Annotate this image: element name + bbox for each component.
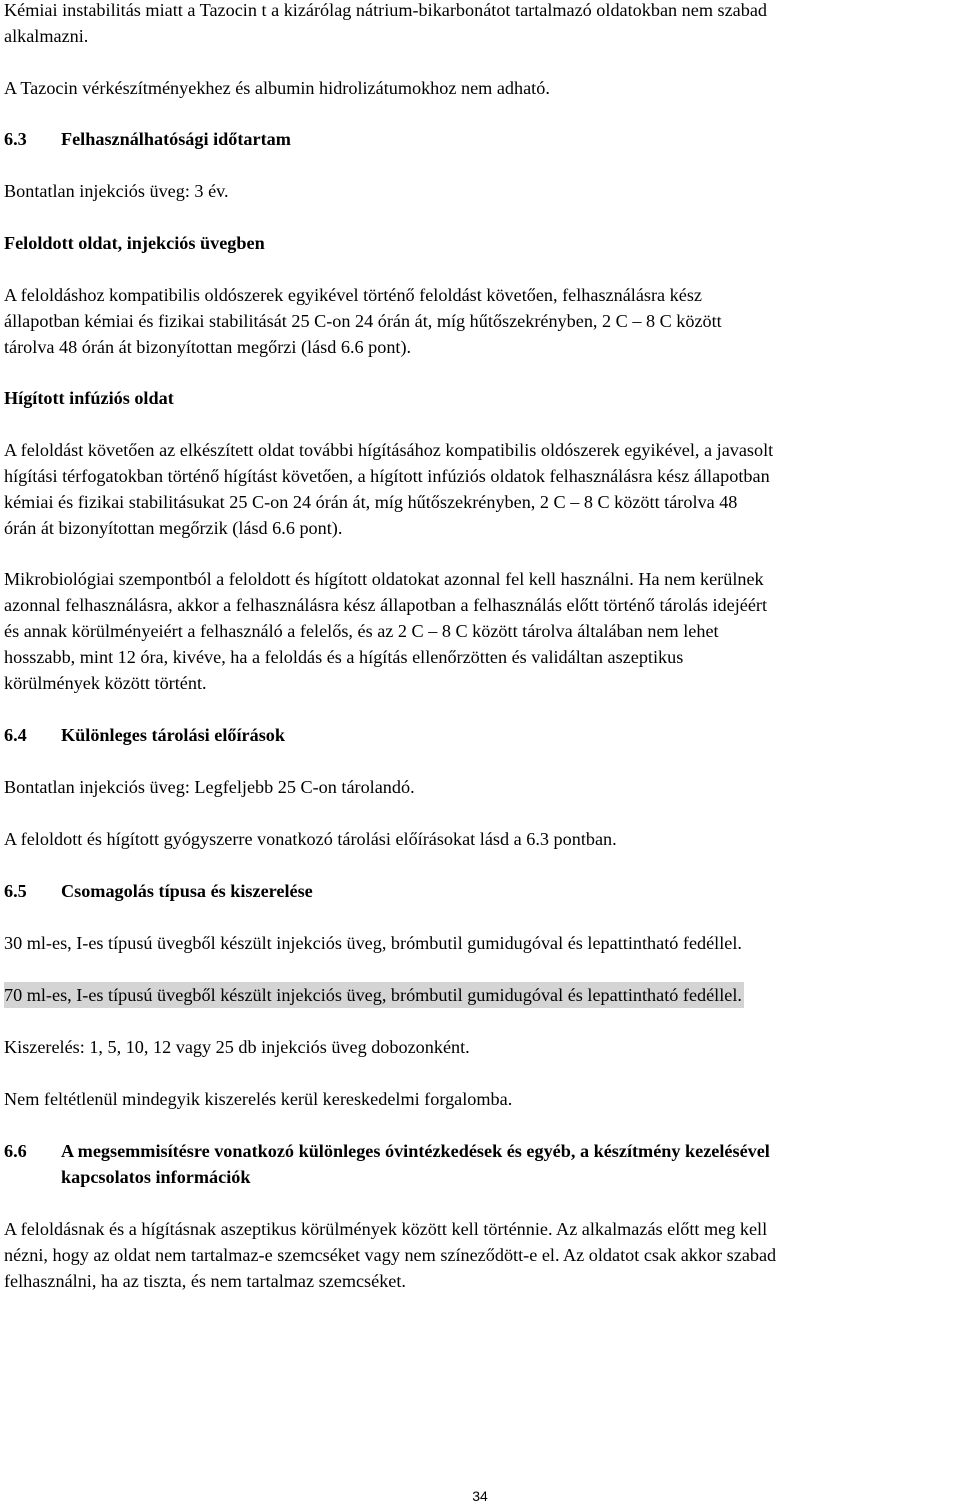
paragraph-blood-products [4, 75, 958, 101]
paragraph-storage-reference [4, 826, 958, 852]
section-number: 6.6 [4, 1141, 27, 1161]
section-number: 6.4 [4, 725, 27, 745]
text-line: A Tazocin vérkészítményekhez és albumin hidrolizátumokhoz nem adható. [4, 78, 550, 98]
paragraph-unopened-vial [4, 178, 958, 204]
text-line: 30 ml-es, I-es típusú üvegből készült injekciós üveg, brómbutil gumidugóval és lepattintható fedéllel. [4, 933, 742, 953]
highlighted-text: 70 ml-es, I-es típusú üvegből készült injekciós üveg, brómbutil gumidugóval és lepattintható fedéllel. [4, 982, 744, 1008]
text-line [4, 982, 958, 1008]
text-line: Kiszerelés: 1, 5, 10, 12 vagy 25 db injekciós üveg dobozonként. [4, 1037, 470, 1057]
text-line: körülmények között történt. [4, 673, 207, 693]
paragraph-pack-70ml [4, 982, 958, 1008]
text-line: és annak körülményeiért a felhasználó a felelős, és az 2 C – 8 C között tárolva általában nem lehet [4, 621, 719, 641]
text-line: állapotban kémiai és fizikai stabilitását 25 C-on 24 órán át, míg hűtőszekrényben, 2 C – 8 C között [4, 311, 722, 331]
section-title-line: kapcsolatos információk [61, 1167, 251, 1187]
paragraph-pack-sizes [4, 1034, 958, 1060]
text-line: hígítási térfogatokban történő hígítást követően, a hígított infúziós oldatok felhasználásra kész állapotban [4, 466, 770, 486]
text-line: A feloldásnak és a hígításnak aszeptikus körülmények között kell történnie. Az alkalmazás előtt meg kell [4, 1219, 768, 1239]
text-line: Feloldott oldat, injekciós üvegben [4, 233, 265, 253]
text-line: Hígított infúziós oldat [4, 388, 174, 408]
text-line: Nem feltétlenül mindegyik kiszerelés kerül kereskedelmi forgalomba. [4, 1089, 513, 1109]
text-line: A feloldott és hígított gyógyszerre vonatkozó tárolási előírásokat lásd a 6.3 pontban. [4, 829, 617, 849]
paragraph-handling [4, 1216, 958, 1294]
paragraph-pack-30ml [4, 930, 958, 956]
subheading-diluted [4, 385, 958, 411]
section-title: Felhasználhatósági időtartam [61, 129, 291, 149]
text-line: A feloldást követően az elkészített oldat további hígításához kompatibilis oldószerek egyikével, a javasolt [4, 440, 774, 460]
text-line: Kémiai instabilitás miatt a Tazocin t a kizárólag nátrium-bikarbonátot tartalmazó oldatokban nem szabad [4, 0, 768, 20]
paragraph-pack-note [4, 1086, 958, 1112]
text-line: azonnal felhasználásra, akkor a felhasználásra kész állapotban a felhasználás előtt történő tárolás idejéért [4, 595, 767, 615]
text-line: alkalmazni. [4, 26, 89, 46]
page-number: 34 [472, 1488, 488, 1504]
text-line: nézni, hogy az oldat nem tartalmaz-e szemcséket vagy nem színeződött-e el. Az oldatot csak akkor szabad [4, 1245, 777, 1265]
section-number: 6.5 [4, 881, 27, 901]
text-line: Bontatlan injekciós üveg: Legfeljebb 25 C-on tárolandó. [4, 777, 415, 797]
section-heading-6-4 [4, 722, 958, 748]
text-line: Mikrobiológiai szempontból a feloldott és hígított oldatokat azonnal fel kell használni. Ha nem kerülnek [4, 569, 764, 589]
text-line: felhasználni, ha az tiszta, és nem tartalmaz szemcséket. [4, 1271, 406, 1291]
text-line: kémiai és fizikai stabilitásukat 25 C-on 24 órán át, míg hűtőszekrényben, 2 C – 8 C között tárolva 48 [4, 492, 738, 512]
subheading-reconstituted [4, 230, 958, 256]
section-number: 6.3 [4, 129, 27, 149]
text-line: tárolva 48 órán át bizonyítottan megőrzi (lásd 6.6 pont). [4, 337, 412, 357]
section-title: Különleges tárolási előírások [61, 725, 285, 745]
section-heading-6-5 [4, 878, 958, 904]
text-line: A feloldáshoz kompatibilis oldószerek egyikével történő feloldást követően, felhasználásra kész [4, 285, 702, 305]
text-line: hosszabb, mint 12 óra, kivéve, ha a feloldás és a hígítás ellenőrzötten és validáltan aszeptikus [4, 647, 684, 667]
section-title-line: A megsemmisítésre vonatkozó különleges óvintézkedések és egyéb, a készítmény kezelésével [61, 1141, 770, 1161]
section-heading-6-6 [4, 1138, 958, 1190]
text-line: Bontatlan injekciós üveg: 3 év. [4, 181, 229, 201]
paragraph-incompatibility [4, 0, 958, 49]
paragraph-microbiology [4, 566, 958, 696]
paragraph-reconstituted [4, 282, 958, 360]
text-line: órán át bizonyítottan megőrzik (lásd 6.6 pont). [4, 518, 343, 538]
section-title [61, 1138, 770, 1190]
section-heading-6-3 [4, 126, 958, 152]
section-title: Csomagolás típusa és kiszerelése [61, 881, 313, 901]
paragraph-diluted [4, 437, 958, 541]
paragraph-storage-unopened [4, 774, 958, 800]
